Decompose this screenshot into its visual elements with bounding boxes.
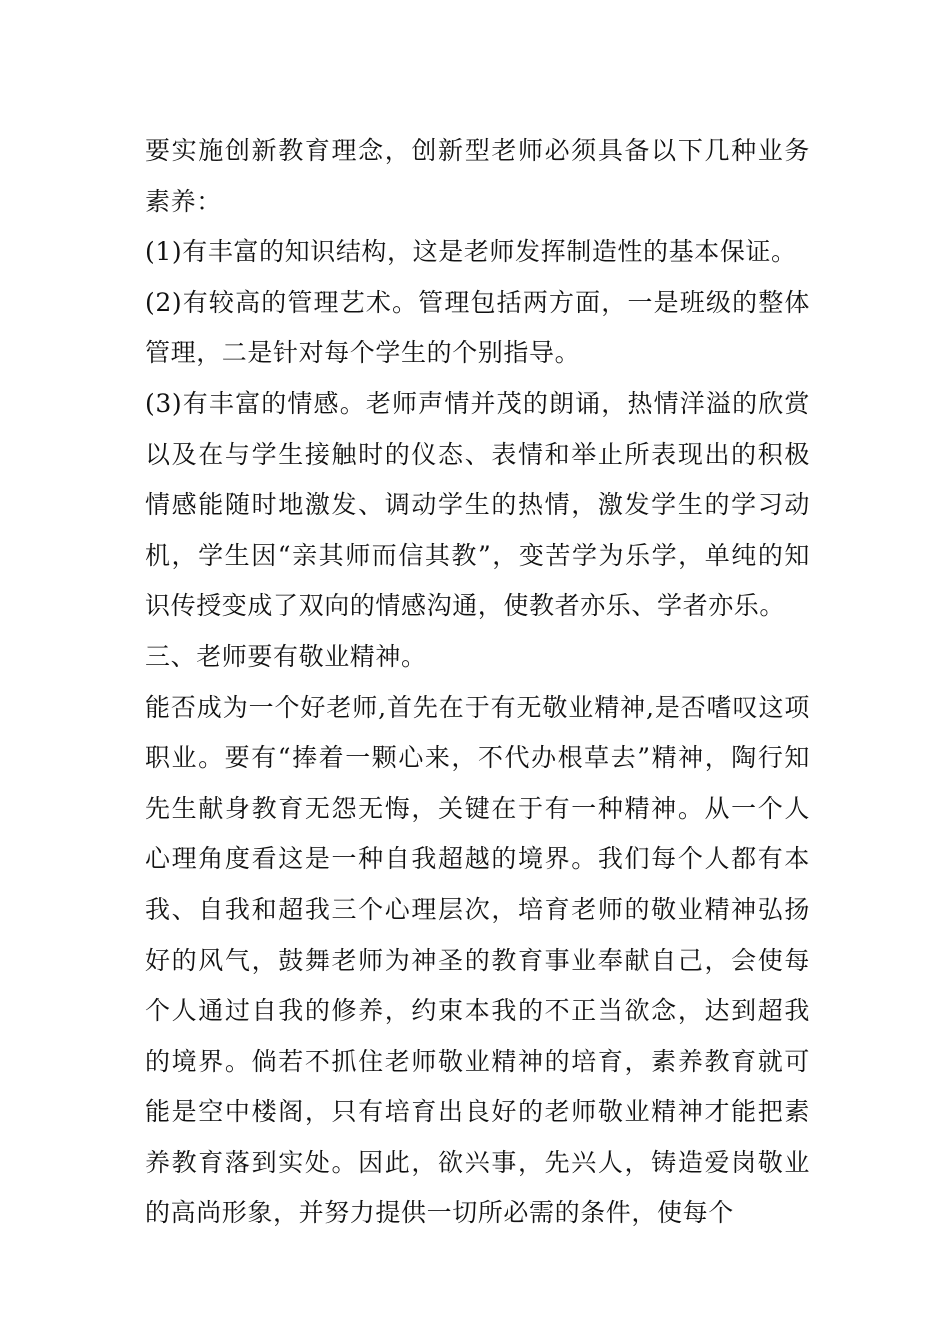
paragraph-item-3: (3)有丰富的情感。老师声情并茂的朗诵，热情洋溢的欣赏以及在与学生接触时的仪态、表情和举止所表现出的积极情感能随时地激发、调动学生的热情，激发学生的学习动机，学生因“亲其师而信其教”，变苦学为乐学，单纯的知识传授变成了双向的情感沟通，使教者亦乐、学者亦乐。 [145, 388, 810, 621]
paragraph-dedication: 能否成为一个好老师,首先在于有无敬业精神,是否嗜叹这项职业。要有“捧着一颗心来，不代办根草去”精神，陶行知先生献身教育无怨无悔，关键在于有一种精神。从一个人心理角度看这是一种自我超越的境界。我们每个人都有本我、自我和超我三个心理层次，培育老师的敬业精神弘扬好的风气，鼓舞老师为神圣的教育事业奉献自己，会使每个人通过自我的修养，约束本我的不正当欲念，达到超我的境界。倘若不抓住老师敬业精神的培育，素养教育就可能是空中楼阁，只有培育出良好的老师敬业精神才能把素养教育落到实处。因此，欲兴事，先兴人，铸造爱岗敬业的高尚形象，并努力提供一切所必需的条件，使每个 [145, 692, 810, 1228]
document-body [145, 126, 810, 1239]
section-heading-3: 三、老师要有敬业精神。 [145, 641, 427, 671]
paragraph-item-2: (2)有较高的管理艺术。管理包括两方面，一是班级的整体管理，二是针对每个学生的个别指导。 [145, 287, 810, 368]
paragraph-item-1: (1)有丰富的知识结构，这是老师发挥制造性的基本保证。 [145, 237, 797, 267]
paragraph-intro: 要实施创新教育理念，创新型老师必须具备以下几种业务素养： [145, 136, 810, 216]
